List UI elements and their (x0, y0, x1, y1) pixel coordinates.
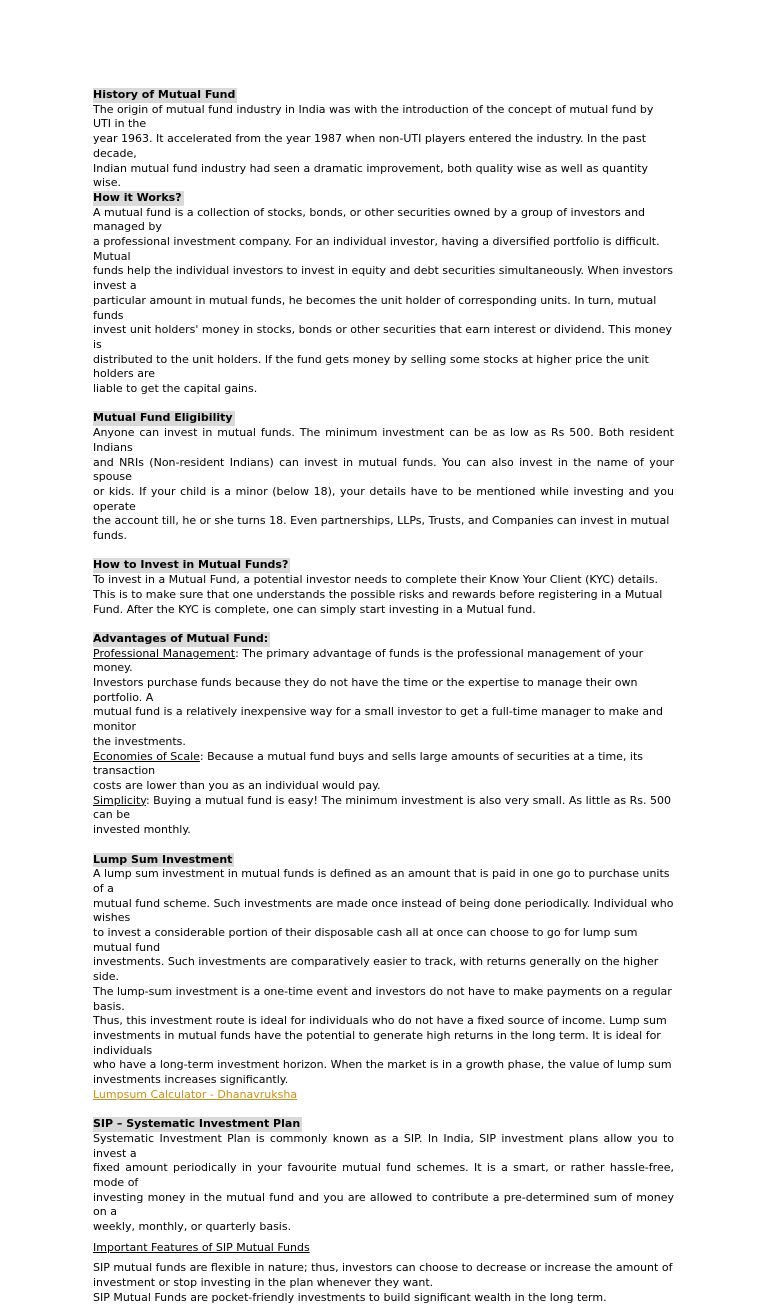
section-history (93, 88, 674, 191)
section-how-it-works (93, 191, 674, 397)
text-line: investments. Such investments are comparatively easier to track, with returns generally on the higher side. (93, 955, 659, 984)
section-heading: Lump Sum Investment (93, 852, 233, 866)
text-line: To invest in a Mutual Fund, a potential investor needs to complete their Know Your Client (KYC) details. (93, 573, 658, 587)
section-heading: SIP – Systematic Investment Plan (93, 1117, 301, 1131)
text-line: Indian mutual fund industry had seen a dramatic improvement, both quality wise as well as quantity wise. (93, 161, 648, 190)
text-line: investments increases significantly. (93, 1073, 289, 1087)
term-professional-management: Professional Management (93, 646, 236, 660)
text-line: or kids. If your child is a minor (below 18), your details have to be mentioned while investing and you operate (93, 484, 674, 513)
text-line: investing money in the mutual fund and you are allowed to contribute a pre-determined sum of money on a (93, 1190, 674, 1219)
text-line: who have a long-term investment horizon. When the market is in a growth phase, the value of lump sum (93, 1058, 672, 1072)
text-line: investment or stop investing in the plan whenever they want. (93, 1276, 434, 1290)
text-line: the account till, he or she turns 18. Even partnerships, LLPs, Trusts, and Companies can invest in mutual (93, 514, 670, 528)
text-line (93, 794, 674, 823)
text-line: The lump-sum investment is a one-time event and investors do not have to make payments on a regular basis. (93, 984, 672, 1013)
text-line: Fund. After the KYC is complete, one can simply start investing in a Mutual fund. (93, 602, 536, 616)
text-line: This is to make sure that one understands the possible risks and rewards before registering in a Mutual (93, 587, 663, 601)
lumpsum-calculator-link[interactable]: Lumpsum Calculator - Dhanavruksha (93, 1087, 298, 1101)
text-line: funds. (93, 529, 128, 543)
text-line: Systematic Investment Plan is commonly known as a SIP. In India, SIP investment plans allow you to invest a (93, 1131, 674, 1160)
text-line: investments in mutual funds have the potential to generate high returns in the long term. It is ideal for individuals (93, 1028, 661, 1057)
term-simplicity: Simplicity (93, 793, 146, 807)
text-line: Investors purchase funds because they do not have the time or the expertise to manage their own portfolio. A (93, 676, 638, 704)
text-run: : The primary advantage of funds is the professional management of your money. (93, 646, 644, 675)
section-sip (93, 1117, 674, 1305)
text-line: SIP mutual funds are flexible in nature; thus, investors can choose to decrease or increase the amount of (93, 1261, 673, 1275)
text-line: distributed to the unit holders. If the fund gets money by selling some stocks at higher price the unit holders are (93, 352, 649, 381)
text-run: : Because a mutual fund buys and sells large amounts of securities at a time, its transaction (93, 749, 644, 778)
section-how-to-invest (93, 558, 674, 617)
text-line: a professional investment company. For an individual investor, having a diversified portfolio is difficult. Mutual (93, 235, 660, 263)
section-eligibility (93, 411, 674, 543)
section-advantages (93, 632, 674, 838)
text-line (93, 647, 674, 676)
text-line: A mutual fund is a collection of stocks, bonds, or other securities owned by a group of investors and managed by (93, 205, 646, 234)
text-line (93, 750, 674, 779)
text-line: The origin of mutual fund industry in India was with the introduction of the concept of mutual fund by UTI in the (93, 102, 654, 131)
text-line: SIP Mutual Funds are pocket-friendly investments to build significant wealth in the long term. (93, 1290, 607, 1304)
section-heading: How to Invest in Mutual Funds? (93, 558, 289, 572)
text-line: invest unit holders' money in stocks, bonds or other securities that earn interest or dividend. This money is (93, 323, 673, 351)
text-line: funds help the individual investors to invest in equity and debt securities simultaneously. When investors invest a (93, 264, 673, 293)
text-line: mutual fund is a relatively inexpensive way for a small investor to get a full-time manager to make and monitor (93, 705, 664, 734)
section-heading: Advantages of Mutual Fund: (93, 631, 269, 645)
text-line: particular amount in mutual funds, he becomes the unit holder of corresponding units. In turn, mutual funds (93, 293, 657, 322)
text-line: costs are lower than you as an individual would pay. (93, 779, 381, 792)
section-heading: Mutual Fund Eligibility (93, 411, 233, 425)
text-line: year 1963. It accelerated from the year 1987 when non-UTI players entered the industry. In the past decade, (93, 132, 647, 160)
text-line: to invest a considerable portion of their disposable cash all at once can choose to go for lump sum mutual fund (93, 926, 638, 954)
text-line: liable to get the capital gains. (93, 382, 258, 396)
term-economies-of-scale: Economies of Scale (93, 749, 200, 763)
text-line: weekly, monthly, or quarterly basis. (93, 1220, 292, 1234)
text-line: invested monthly. (93, 823, 191, 837)
section-heading: How it Works? (93, 190, 182, 204)
text-line: Anyone can invest in mutual funds. The minimum investment can be as low as Rs 500. Both resident Indians (93, 426, 674, 454)
text-line: fixed amount periodically in your favourite mutual fund schemes. It is a smart, or rather hassle-free, mode of (93, 1161, 674, 1189)
section-lump-sum (93, 853, 674, 1103)
text-line: Thus, this investment route is ideal for individuals who do not have a fixed source of income. Lump sum (93, 1014, 667, 1028)
section-heading: History of Mutual Fund (93, 88, 236, 101)
text-line: mutual fund scheme. Such investments are made once instead of being done periodically. Individual who wishes (93, 896, 674, 925)
text-line: A lump sum investment in mutual funds is defined as an amount that is paid in one go to purchase units of a (93, 867, 670, 895)
text-line: the investments. (93, 734, 186, 748)
sip-features-title: Important Features of SIP Mutual Funds (93, 1240, 310, 1254)
text-line: and NRIs (Non-resident Indians) can invest in mutual funds. You can also invest in the name of your spouse (93, 455, 674, 484)
text-run: : Buying a mutual fund is easy! The minimum investment is also very small. As little as Rs. 500 can be (93, 793, 672, 822)
